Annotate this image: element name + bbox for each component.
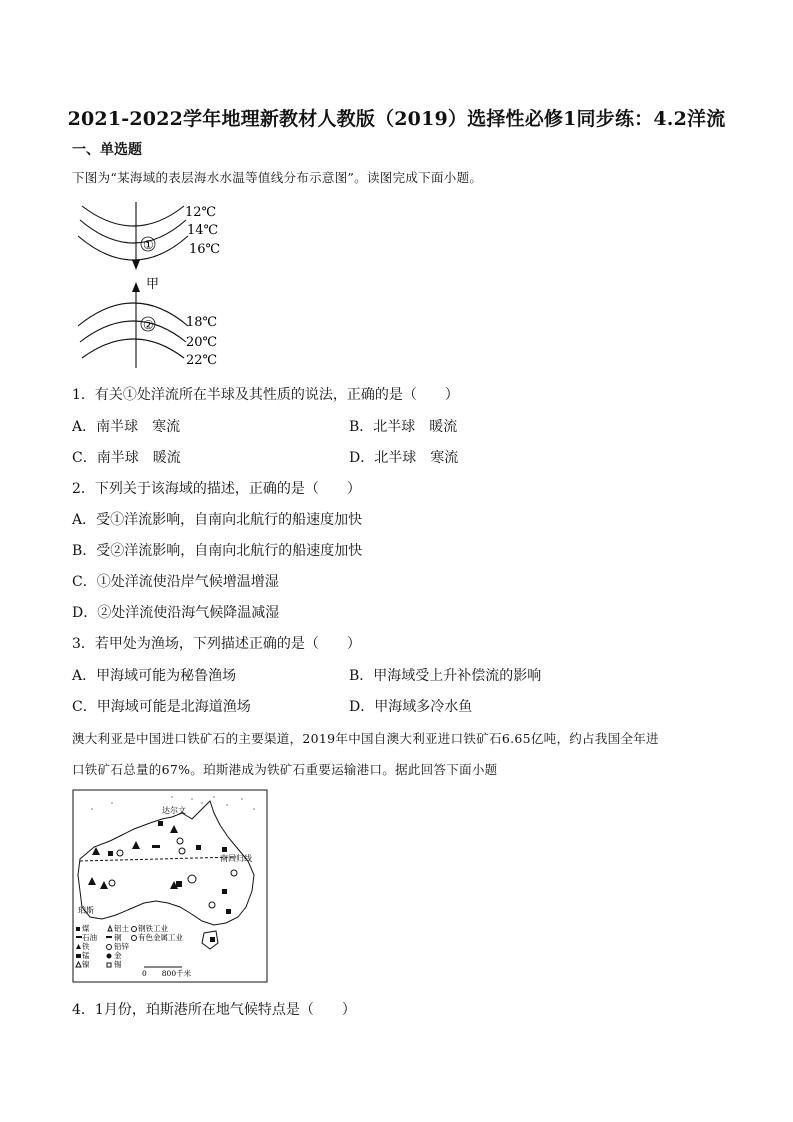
svg-text:锡: 锡 <box>114 960 122 969</box>
svg-text:铅锌: 铅锌 <box>114 942 129 951</box>
svg-text:铁: 铁 <box>82 942 90 951</box>
svg-text:锰: 锰 <box>82 951 90 960</box>
question-4-stem: 4．1月份，珀斯港所在地气候特点是（ ） <box>72 1002 356 1018</box>
isotherm-22 <box>82 339 184 358</box>
question-3-option-c[interactable]: C．甲海域可能是北海道渔场 <box>72 699 251 715</box>
question-2-option-c[interactable]: C．①处洋流使沿岸气候增温增湿 <box>72 574 279 590</box>
temp-label-22: 22℃ <box>186 353 218 368</box>
svg-text:钢铁工业: 钢铁工业 <box>138 924 168 933</box>
svg-text:金: 金 <box>114 951 122 960</box>
question-1-option-c[interactable]: C．南半球 暖流 <box>72 450 181 466</box>
question-1-option-b[interactable]: B．北半球 暖流 <box>349 419 458 435</box>
temp-label-16: 16℃ <box>189 242 221 257</box>
question-1-option-a[interactable]: A．南半球 寒流 <box>72 419 181 435</box>
australia-mineral-map <box>72 789 268 983</box>
question-1-stem: 1．有关①处洋流所在半球及其性质的说法，正确的是（ ） <box>72 387 459 403</box>
question-3-option-a[interactable]: A．甲海域可能为秘鲁渔场 <box>72 668 237 684</box>
temp-label-12: 12℃ <box>185 205 217 220</box>
intro-text-1: 下图为“某海域的表层海水水温等值线分布示意图”。读图完成下面小题。 <box>72 170 483 185</box>
map-scale: 0 800千米 <box>142 969 192 978</box>
svg-text:镍: 镍 <box>82 960 90 969</box>
svg-text:铝土: 铝土 <box>114 924 129 933</box>
page-title: 2021-2022学年地理新教材人教版（2019）选择性必修1同步练：4.2洋流 <box>67 108 726 130</box>
isotherm-16 <box>78 236 188 260</box>
question-3-option-d[interactable]: D．甲海域多冷水鱼 <box>349 699 473 715</box>
arrowhead-2 <box>132 282 140 292</box>
temp-label-20: 20℃ <box>186 335 218 350</box>
question-1-option-d[interactable]: D．北半球 寒流 <box>349 450 459 466</box>
temp-label-18: 18℃ <box>186 315 218 330</box>
section-heading: 一、单选题 <box>72 142 142 158</box>
svg-text:煤: 煤 <box>82 924 90 933</box>
city-perth: 珀斯 <box>78 906 94 915</box>
question-3-stem: 3．若甲处为渔场，下列描述正确的是（ ） <box>72 636 361 652</box>
svg-text:石油: 石油 <box>82 933 97 942</box>
tropic-label: 南回归线 <box>220 854 252 863</box>
marker-1: ① <box>143 238 154 252</box>
intro-text-2-line-1: 澳大利亚是中国进口铁矿石的主要渠道，2019年中国自澳大利亚进口铁矿石6.65亿吨，约占我国全年进 <box>72 731 659 746</box>
intro-text-2-line-2: 口铁矿石总量的67%。珀斯港成为铁矿石重要运输港口。据此回答下面小题 <box>72 762 498 777</box>
isotherm-14 <box>80 220 186 243</box>
question-2-option-a[interactable]: A．受①洋流影响，自南向北航行的船速度加快 <box>72 512 363 528</box>
temp-label-14: 14℃ <box>187 223 219 238</box>
arrowhead-1 <box>132 260 140 270</box>
label-jia: 甲 <box>146 277 160 292</box>
isotherm-diagram <box>72 196 232 374</box>
question-2-option-b[interactable]: B．受②洋流影响，自南向北航行的船速度加快 <box>72 543 363 559</box>
svg-text:有色金属工业: 有色金属工业 <box>138 933 183 942</box>
city-darwin: 达尔文 <box>162 806 186 815</box>
question-2-option-d[interactable]: D．②处洋流使沿海气候降温减湿 <box>72 605 280 621</box>
isotherm-12 <box>82 206 184 226</box>
marker-2: ② <box>143 318 154 332</box>
question-2-stem: 2．下列关于该海域的描述，正确的是（ ） <box>72 481 361 497</box>
question-3-option-b[interactable]: B．甲海域受上升补偿流的影响 <box>349 668 542 684</box>
svg-text:铜: 铜 <box>114 933 122 942</box>
isotherm-18 <box>78 303 188 326</box>
